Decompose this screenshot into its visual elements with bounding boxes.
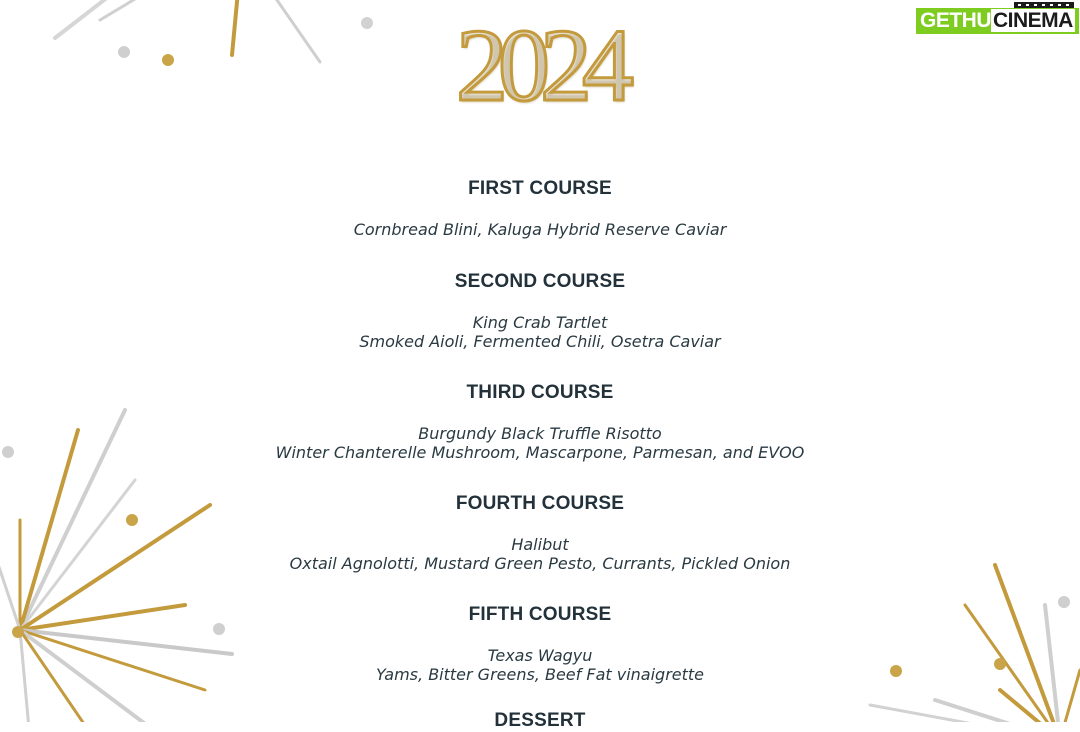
course-6-title: DESSERT [494,710,586,731]
course-3-description [0,424,1080,462]
course-5-description [0,646,1080,684]
course-5-line-1: Texas Wagyu [487,646,593,665]
firework-bottom-right [870,565,1080,722]
watermark-part-a: GETHU [920,9,991,32]
course-4-line-2: Oxtail Agnolotti, Mustard Green Pesto, Currants, Pickled Onion [289,554,791,573]
watermark-part-b: CINEMA [993,9,1073,32]
film-reel-icon [1014,0,1074,10]
course-3-line-2: Winter Chanterelle Mushroom, Mascarpone, Parmesan, and EVOO [275,443,805,462]
course-2-title: SECOND COURSE [454,271,626,292]
year-heading: 2024 [456,8,624,123]
course-5-line-2: Yams, Bitter Greens, Beef Fat vinaigrette [375,665,704,684]
course-5-title: FIFTH COURSE [468,604,612,625]
course-2-line-2: Smoked Aioli, Fermented Chili, Osetra Caviar [359,332,721,351]
course-2-description [0,313,1080,351]
course-4-line-1: Halibut [511,535,569,554]
course-1-title: FIRST COURSE [468,178,612,199]
course-3-line-1: Burgundy Black Truffle Risotto [418,424,662,443]
course-1-line-1: Cornbread Blini, Kaluga Hybrid Reserve Caviar [353,220,727,239]
course-4-title: FOURTH COURSE [455,493,625,514]
course-2-line-1: King Crab Tartlet [472,313,608,332]
course-3-title: THIRD COURSE [466,382,614,403]
course-1-description [0,220,1080,239]
course-4-description [0,535,1080,573]
